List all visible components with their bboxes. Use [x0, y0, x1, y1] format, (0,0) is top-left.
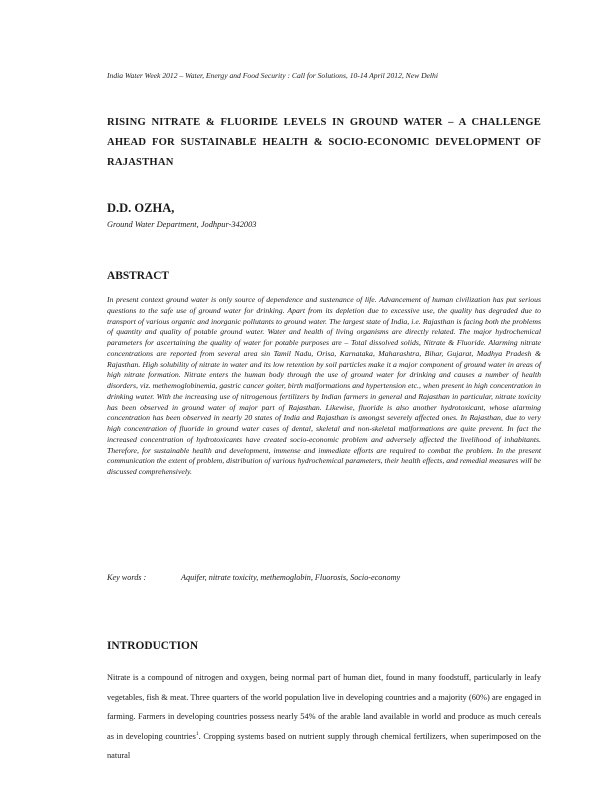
introduction-body [107, 668, 541, 766]
author-name: D.D. OZHA, [107, 201, 175, 215]
introduction-text-end: . Cropping systems based on nutrient supply through chemical fertilizers, when superimposed on the natural [107, 731, 542, 761]
author-affiliation: Ground Water Department, Jodhpur-342003 [107, 220, 257, 229]
introduction-heading: INTRODUCTION [107, 640, 199, 652]
keywords-text: Aquifer, nitrate toxicity, methemoglobin, Fluorosis, Socio-economy [181, 573, 401, 582]
citation-marker: 1 [195, 731, 199, 737]
introduction-text-start: Nitrate is a compound of nitrogen and oxygen, being normal part of human diet, found in many foodstuff, particularly in leafy vegetables, fish & meat. Three quarters of the world population live in developing countries and a majority (60%) are engaged in farming. Farmers in developing countries possess nearly 54% of the arable land available in world and produce as much cereals as in developing countries [107, 673, 541, 741]
abstract-body: In present context ground water is only source of dependence and sustenance of life. Advancement of human civilization has put serious questions to the safe use of ground water for drinking. Apart from its depletion due to excessive use, the quality has degraded due to transport of various organic and inorganic pollutants to ground water. The largest state of India, i.e. Rajasthan is facing both the problems of quantity and quality of potable ground water. Water and health of living organisms are directly related. The major hydrochemical parameters for ascertaining the quality of water for potable purposes are – Total dissolved solids, Nitrate & Fluoride. Alarming nitrate concentrations are reported from several area sin Tamil Nadu, Orisa, Karnataka, Maharashtra, Bihar, Gujarat, Madhya Pradesh & Rajasthan. High solubility of nitrate in water and its low retention by soil particles make it a major component of ground water in areas of high nitrate formation. Nitrate enters the human body through the use of ground water for drinking and causes a number of health disorders, viz. methemoglobinemia, gastric cancer goiter, birth malformations and hypertension etc., when present in high concentration in drinking water. With the increasing use of nitrogenous fertilizers by Indian farmers in general and Rajasthan in particular, nitrate toxicity has been observed in ground water of major part of Rajasthan. Likewise, fluoride is also another hydrotoxicant, whose alarming concentration has been observed in nearly 20 states of India and Rajasthan is amongst severely affected ones. In Rajasthan, due to very high concentration of fluoride in ground water cases of dental, skeletal and non-skeletal malformations are quite prevent. In fact the increased concentration of hydrotoxicants have created socio-economic problem and adversely affected the livelihood of inhabitants. Therefore, for sustainable health and development, immense and immediate efforts are required to combat the problem. In the present communication the extent of problem, distribution of various hydrochemical parameters, their health effects, and remedial measures will be discussed comprehensively. [107, 295, 541, 476]
keywords-label: Key words : [107, 573, 147, 582]
running-header: India Water Week 2012 – Water, Energy and Food Security : Call for Solutions, 10-14 April 2012, New Delhi [107, 71, 438, 80]
abstract-heading: ABSTRACT [107, 270, 170, 282]
paper-title: RISING NITRATE & FLUORIDE LEVELS IN GROUND WATER – A CHALLENGE AHEAD FOR SUSTAINABLE HEALTH & SOCIO-ECONOMIC DEVELOPMENT OF RAJASTHAN [107, 117, 541, 168]
